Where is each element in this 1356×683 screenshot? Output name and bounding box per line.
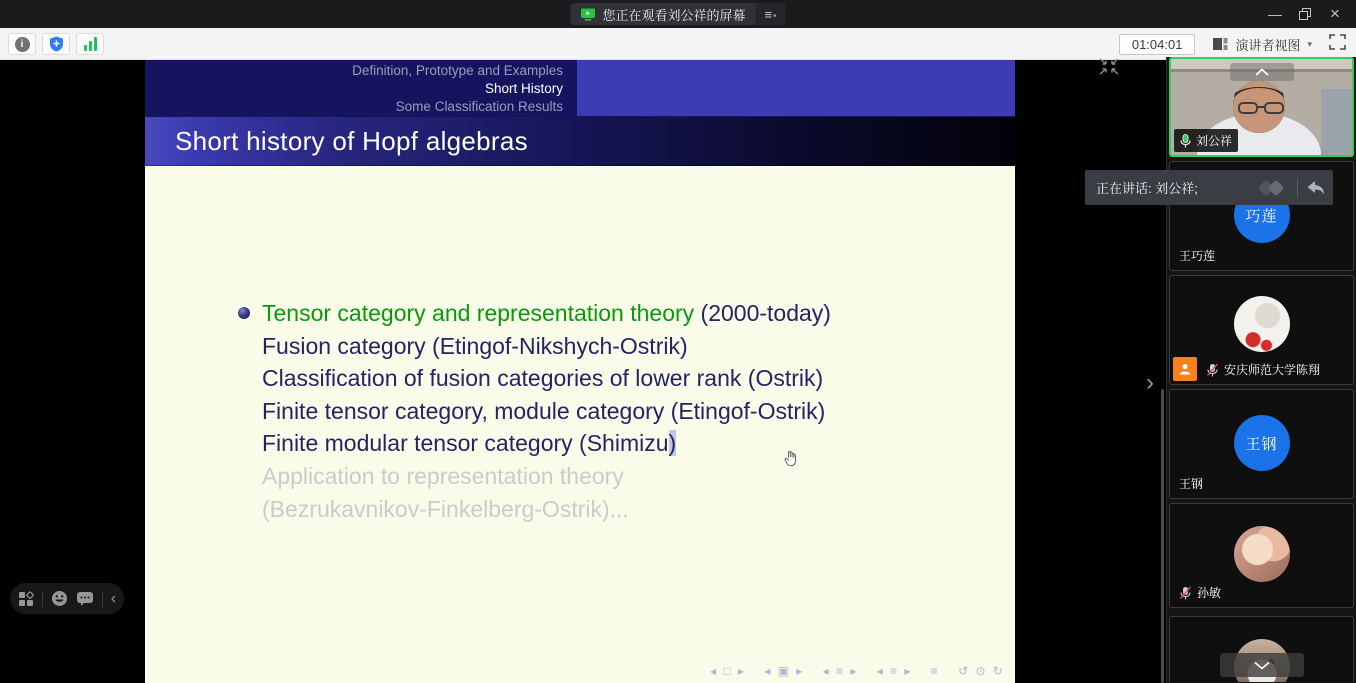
scroll-participants-down-tab[interactable] [1220,653,1304,677]
chevron-up-icon [1255,68,1269,76]
fullscreen-button[interactable] [1329,34,1346,55]
participant-name: 王巧莲 [1179,249,1216,263]
sidebar-scrollbar[interactable] [1161,389,1164,683]
collapse-videos-tab[interactable] [1230,63,1294,81]
share-view-menu-button[interactable] [756,3,786,25]
layout-icon [1212,37,1228,51]
participant-tile-wanggang[interactable] [1169,389,1354,499]
mic-on-icon [1180,134,1191,148]
content-line-highlighted [262,427,831,460]
network-quality-button[interactable] [76,33,104,55]
sidebar-expand-chevron[interactable]: › [1146,369,1154,396]
slide-title-bar [145,117,1015,166]
restore-icon [1299,8,1311,20]
dimmed-line: (Bezrukavnikov-Finkelberg-Ostrik)... [262,495,629,522]
slide-title: Short history of Hopf algebras [175,126,528,156]
slide-header [145,60,1015,117]
reactions-button[interactable] [51,590,68,607]
highlighted-paren: ) [668,430,677,457]
security-shield-icon [49,36,64,52]
nav-item-definition[interactable]: Definition, Prototype and Examples [352,63,563,78]
participant-tile-partial[interactable] [1169,616,1354,682]
participant-tile-sunmin[interactable] [1169,503,1354,608]
mic-muted-icon [1179,586,1192,600]
exit-fullscreen-icon[interactable] [1099,58,1119,75]
meeting-toolbar [0,28,1356,60]
info-icon: i [15,37,30,52]
nav-subsection-icons[interactable]: ◂ ≡ ▸ [876,664,913,678]
avatar-text: 巧莲 [1245,207,1278,225]
nav-slide-icons[interactable]: ◂ □ ▸ [709,664,746,678]
speaking-now-banner [1085,170,1333,205]
fullscreen-icon [1329,34,1346,50]
mouse-cursor-hand [784,450,798,467]
reply-arrow-icon[interactable] [1306,180,1325,195]
toolbar-left-icons [8,33,104,55]
participant-tile-liugongxiang[interactable] [1169,57,1354,157]
nav-item-short-history[interactable]: Short History [484,81,563,96]
avatar-photo [1234,296,1290,352]
toolbar-divider [102,591,103,607]
slide-content [262,297,831,525]
menu-caret-icon: ▾ [773,13,777,20]
banner-right-icons [1255,178,1325,198]
watching-screen-label: 您正在观看刘公祥的屏幕 [602,7,746,23]
bullet-icon [238,307,250,319]
person-icon [1178,362,1192,376]
heading-suffix-text: (2000-today) [694,300,831,326]
speaker-view-label: 演讲者视图 [1235,37,1301,53]
network-signal-icon [84,37,97,51]
participant-name-chip [1173,244,1221,267]
window-controls [1260,0,1350,28]
participant-name-chip [1173,581,1227,604]
meeting-timer: 01:04:01 [1119,34,1196,55]
nav-appendix-icon[interactable]: ≡ [930,664,940,678]
minimize-button[interactable]: — [1268,6,1282,22]
window-titlebar [0,0,1356,28]
participant-name: 刘公祥 [1196,134,1233,148]
meeting-info-button[interactable] [8,33,36,55]
avatar-photo [1234,526,1290,582]
bullet-line-heading [262,297,831,330]
menu-lines-icon: ≡ [764,6,773,22]
highlight-line-text: Finite modular tensor category (Shimizu [262,430,669,457]
speaker-view-caret-icon: ▾ [1307,38,1312,49]
slide-section-nav [145,62,563,116]
restore-button[interactable] [1290,0,1320,28]
security-button[interactable] [42,33,70,55]
toolbar-divider [42,591,43,607]
chevron-down-icon [1254,661,1270,670]
content-line: Fusion category (Etingof-Nikshych-Ostrik) [262,332,688,359]
member-badge-icon [1173,357,1197,381]
speaker-view-button[interactable] [1212,35,1312,54]
smiley-icon [51,590,68,607]
participant-name-chip [1173,472,1209,495]
dimmed-line: Application to representation theory [262,462,624,489]
slide-header-right-block [577,60,1015,116]
nav-section-icons[interactable]: ◂ ≡ ▸ [822,664,859,678]
meeting-logo-icon [1255,178,1289,198]
nav-frame-icons[interactable]: ◂ ▣ ▸ [764,664,805,678]
participant-name-chip [1200,358,1326,381]
participant-name: 王钢 [1179,477,1204,491]
chat-button[interactable] [76,591,94,607]
nav-item-classification[interactable]: Some Classification Results [395,99,563,114]
presentation-slide [145,60,1015,683]
close-button[interactable]: × [1330,4,1340,23]
speaking-now-label: 正在讲话: 刘公祥; [1096,181,1198,196]
avatar-text: 王钢 [1245,435,1278,453]
chat-bubble-icon [76,591,94,607]
screen-share-icon [580,8,595,21]
participant-name: 安庆师范大学陈翔 [1224,363,1321,377]
watching-screen-label-wrap [570,3,755,25]
annotation-tools-button[interactable] [18,591,34,607]
participant-name: 孙敏 [1197,586,1222,600]
heading-green-text: Tensor category and representation theory [262,300,695,326]
beamer-navigation-bar [695,664,1005,678]
nav-history-search-icons[interactable]: ↺ ⊙ ↻ [958,664,1005,678]
watching-screen-pill[interactable] [570,3,785,25]
participant-tile-chenxiang[interactable] [1169,275,1354,385]
tools-grid-icon [18,591,34,607]
banner-divider [1297,179,1298,197]
collapse-toolbar-chevron[interactable]: ‹ [110,589,117,607]
participant-name-chip [1174,129,1238,152]
participants-sidebar [1166,57,1356,683]
toolbar-right [1119,28,1346,60]
avatar-initials [1234,415,1290,471]
content-line: Classification of fusion categories of lower rank (Ostrik) [262,365,824,392]
content-line: Finite tensor category, module category (Etingof-Ostrik) [262,397,826,424]
floating-toolbar [10,583,124,614]
mic-muted-icon [1206,363,1219,377]
